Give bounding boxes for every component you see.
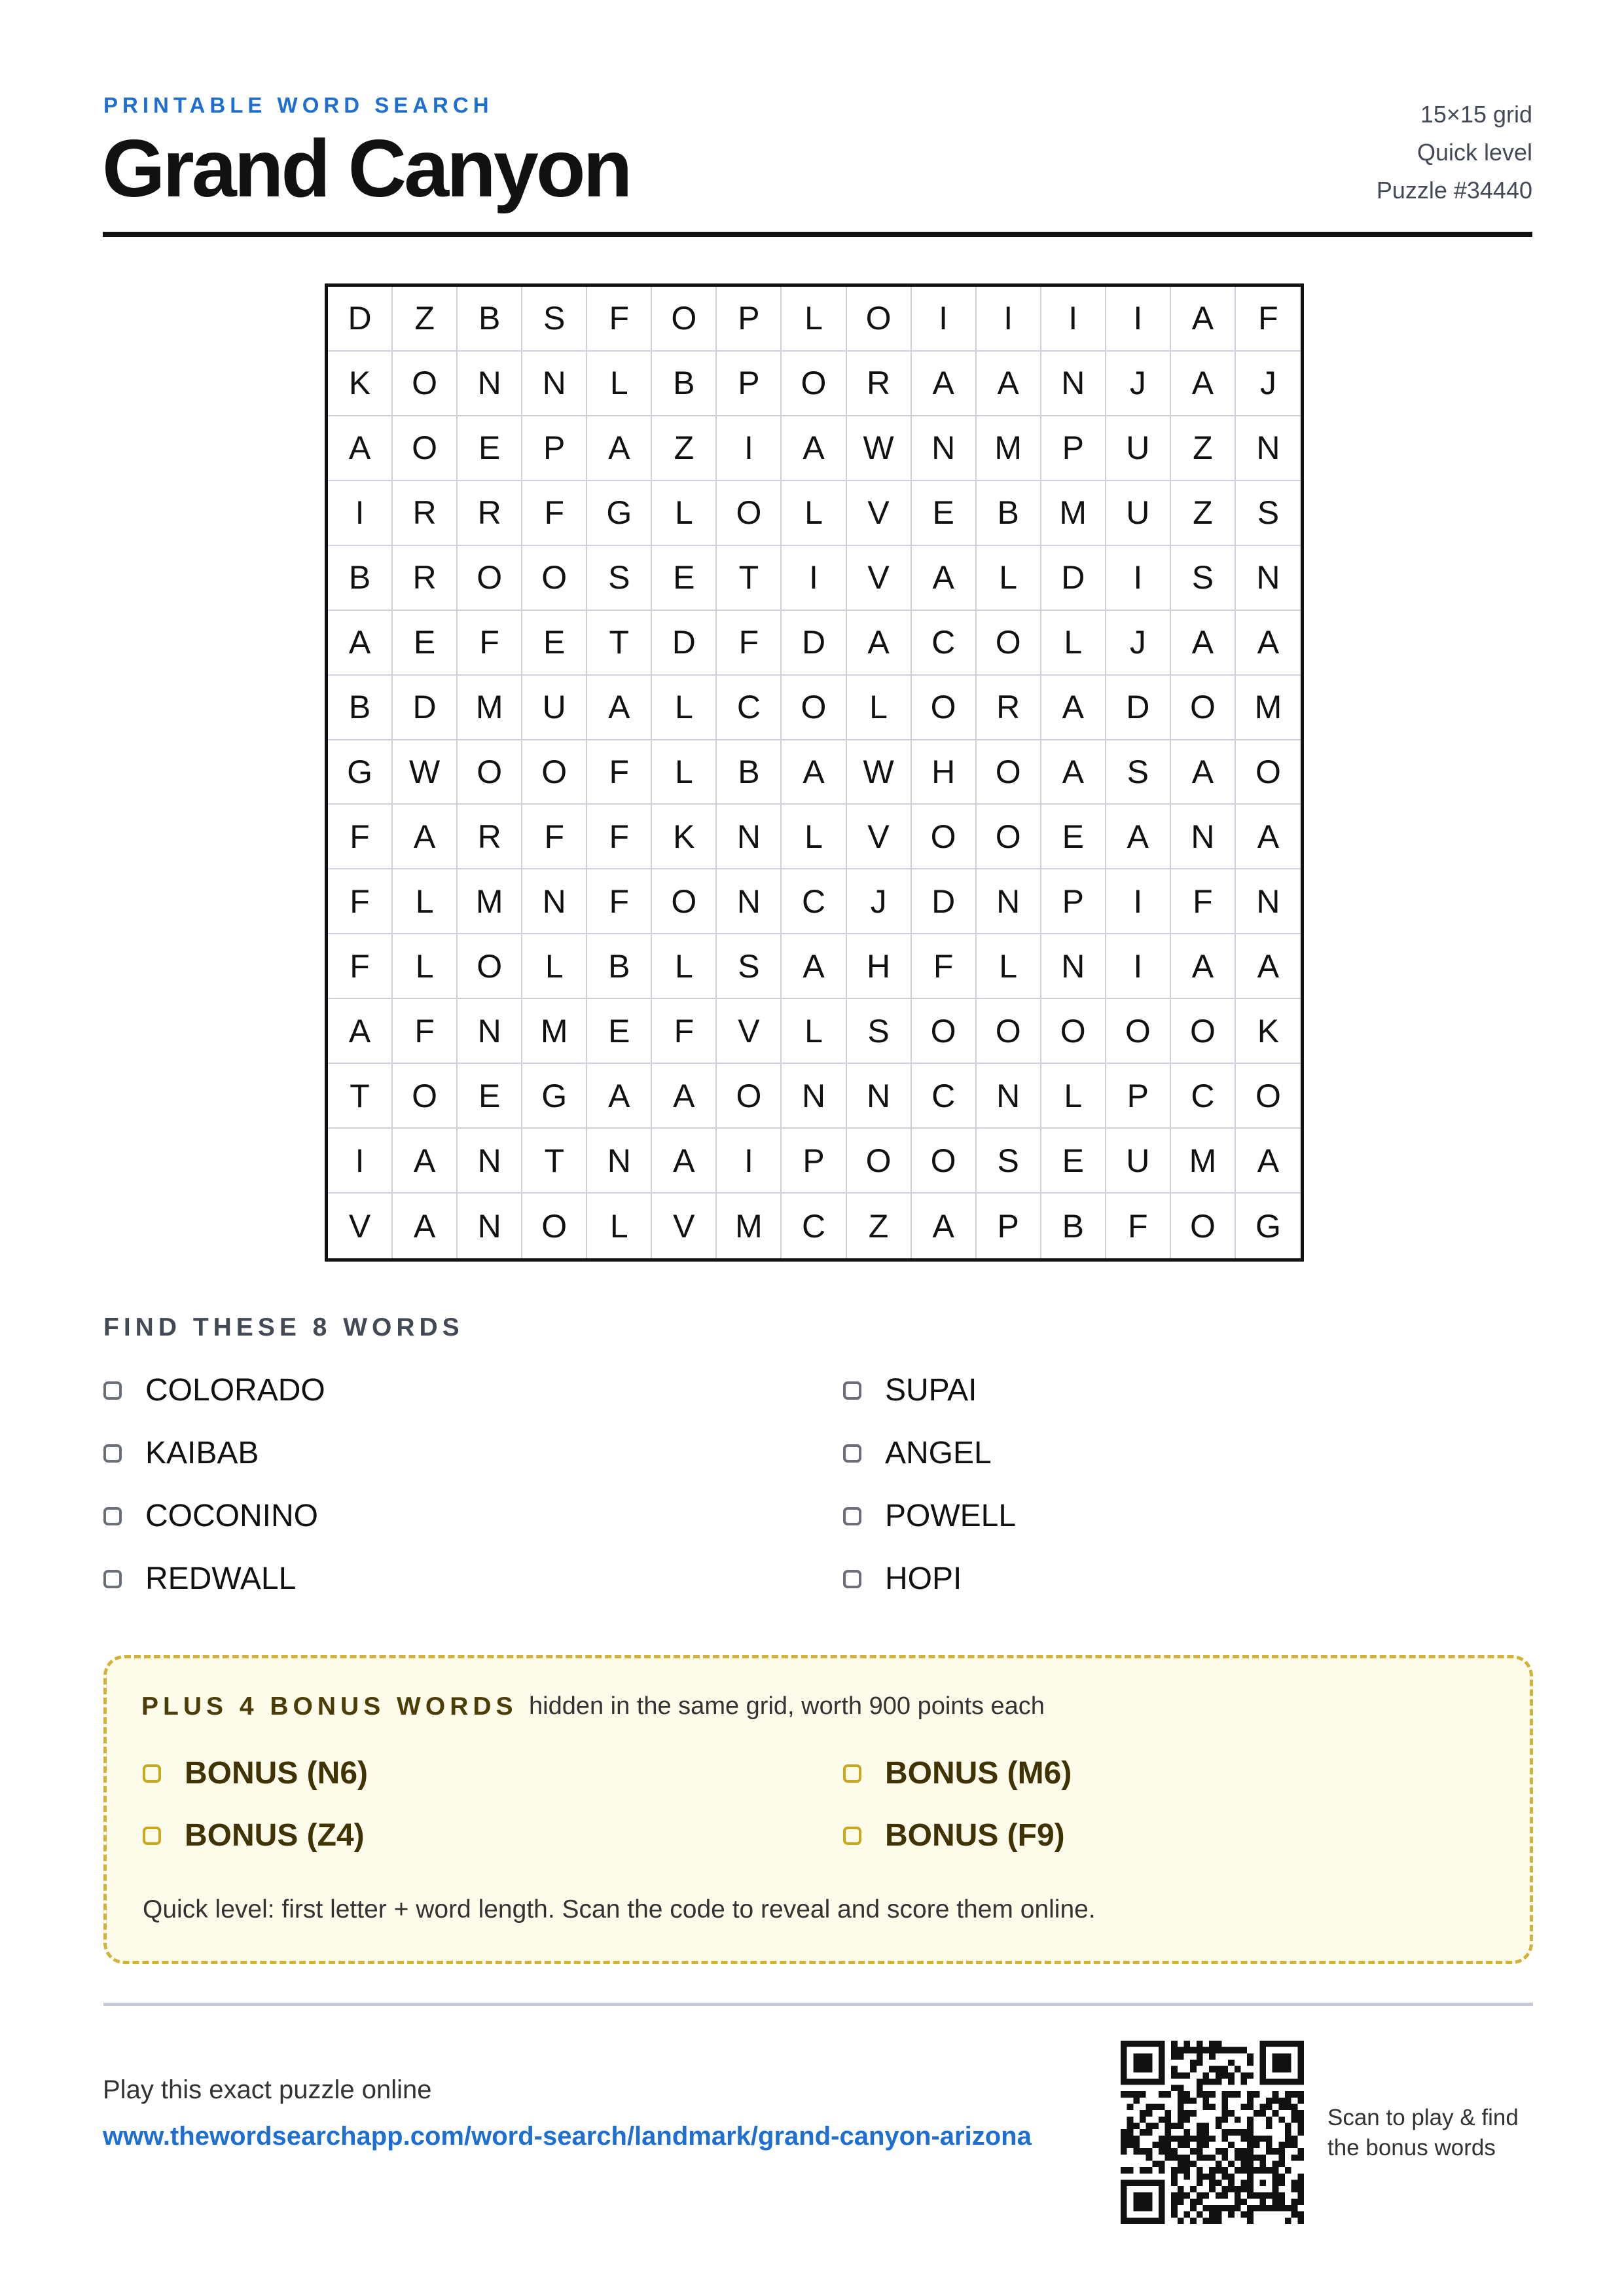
grid-cell[interactable]: B: [328, 676, 393, 740]
word-list-heading: FIND THESE 8 WORDS: [103, 1313, 464, 1341]
grid-cell[interactable]: A: [1171, 740, 1236, 805]
grid-cell[interactable]: D: [1041, 546, 1106, 611]
bonus-word-label: BONUS (F9): [885, 1818, 1065, 1853]
grid-cell[interactable]: N: [977, 1064, 1041, 1129]
grid-cell[interactable]: N: [1041, 934, 1106, 999]
grid-cell[interactable]: U: [1106, 416, 1171, 481]
grid-cell[interactable]: R: [393, 481, 458, 546]
grid-cell[interactable]: J: [847, 869, 912, 934]
grid-cell[interactable]: L: [587, 352, 652, 416]
grid-cell[interactable]: O: [1106, 999, 1171, 1064]
grid-cell[interactable]: L: [393, 869, 458, 934]
checkbox[interactable]: [843, 1570, 861, 1588]
checkbox[interactable]: [103, 1381, 122, 1400]
bonus-note: Quick level: first letter + word length. Scan the code to reveal and score them online.: [143, 1895, 1096, 1923]
grid-cell[interactable]: K: [1236, 999, 1301, 1064]
grid-cell[interactable]: S: [847, 999, 912, 1064]
bonus-word-label: BONUS (M6): [885, 1756, 1072, 1791]
grid-cell[interactable]: N: [1041, 352, 1106, 416]
word-item[interactable]: [103, 1435, 259, 1471]
grid-cell[interactable]: R: [458, 481, 522, 546]
grid-cell[interactable]: O: [782, 676, 846, 740]
word-label: SUPAI: [885, 1373, 977, 1408]
grid-cell[interactable]: N: [587, 1129, 652, 1194]
checkbox[interactable]: [143, 1827, 161, 1845]
grid-cell[interactable]: L: [587, 1194, 652, 1258]
grid-cell[interactable]: M: [717, 1194, 782, 1258]
grid-cell[interactable]: J: [1236, 352, 1301, 416]
grid-cell[interactable]: F: [522, 481, 587, 546]
grid-cell[interactable]: O: [522, 1194, 587, 1258]
grid-cell[interactable]: P: [522, 416, 587, 481]
grid-cell[interactable]: O: [458, 934, 522, 999]
grid-cell[interactable]: N: [522, 352, 587, 416]
word-label: HOPI: [885, 1561, 962, 1596]
grid-cell[interactable]: O: [1236, 1064, 1301, 1129]
grid-cell[interactable]: P: [1041, 416, 1106, 481]
grid-cell[interactable]: S: [1106, 740, 1171, 805]
grid-cell[interactable]: O: [977, 999, 1041, 1064]
grid-cell[interactable]: I: [717, 416, 782, 481]
word-item[interactable]: [103, 1561, 296, 1597]
grid-cell[interactable]: G: [328, 740, 393, 805]
grid-cell[interactable]: C: [912, 611, 977, 676]
grid-cell[interactable]: O: [522, 740, 587, 805]
grid-cell[interactable]: V: [652, 1194, 717, 1258]
checkbox[interactable]: [843, 1444, 861, 1463]
word-label: COCONINO: [145, 1499, 318, 1533]
grid-cell[interactable]: D: [393, 676, 458, 740]
checkbox[interactable]: [143, 1764, 161, 1783]
grid-cell[interactable]: K: [328, 352, 393, 416]
grid-cell[interactable]: L: [977, 934, 1041, 999]
grid-cell[interactable]: F: [587, 869, 652, 934]
grid-cell[interactable]: A: [782, 416, 846, 481]
grid-cell[interactable]: O: [652, 287, 717, 352]
grid-cell[interactable]: M: [977, 416, 1041, 481]
grid-cell[interactable]: A: [652, 1129, 717, 1194]
grid-cell[interactable]: G: [522, 1064, 587, 1129]
grid-cell[interactable]: L: [782, 805, 846, 869]
letter-grid[interactable]: [325, 283, 1304, 1262]
grid-cell[interactable]: A: [1236, 611, 1301, 676]
grid-cell[interactable]: L: [652, 740, 717, 805]
grid-cell[interactable]: O: [1171, 676, 1236, 740]
grid-cell[interactable]: V: [847, 805, 912, 869]
grid-cell[interactable]: A: [393, 1194, 458, 1258]
grid-cell[interactable]: F: [587, 740, 652, 805]
grid-cell[interactable]: B: [587, 934, 652, 999]
grid-cell[interactable]: Z: [1171, 416, 1236, 481]
grid-cell[interactable]: O: [717, 1064, 782, 1129]
grid-cell[interactable]: T: [522, 1129, 587, 1194]
grid-cell[interactable]: A: [782, 934, 846, 999]
grid-cell[interactable]: S: [522, 287, 587, 352]
grid-cell[interactable]: E: [652, 546, 717, 611]
page-title: Grand Canyon: [102, 124, 630, 214]
word-item[interactable]: [103, 1498, 318, 1534]
grid-cell[interactable]: N: [977, 869, 1041, 934]
grid-cell[interactable]: L: [652, 676, 717, 740]
grid-cell[interactable]: M: [1171, 1129, 1236, 1194]
grid-cell[interactable]: K: [652, 805, 717, 869]
grid-cell[interactable]: N: [717, 869, 782, 934]
header-divider: [103, 232, 1532, 237]
grid-cell[interactable]: L: [393, 934, 458, 999]
word-item[interactable]: [843, 1435, 992, 1471]
grid-cell[interactable]: S: [1171, 546, 1236, 611]
grid-cell[interactable]: E: [587, 999, 652, 1064]
grid-cell[interactable]: O: [717, 481, 782, 546]
grid-cell[interactable]: Z: [1171, 481, 1236, 546]
grid-cell[interactable]: A: [1171, 934, 1236, 999]
grid-cell[interactable]: D: [1106, 676, 1171, 740]
grid-cell[interactable]: U: [522, 676, 587, 740]
grid-cell[interactable]: A: [847, 611, 912, 676]
difficulty-level: Quick level: [1416, 139, 1532, 166]
grid-cell[interactable]: M: [1041, 481, 1106, 546]
grid-cell[interactable]: U: [1106, 1129, 1171, 1194]
grid-cell[interactable]: N: [522, 869, 587, 934]
word-item[interactable]: [843, 1498, 1016, 1534]
grid-cell[interactable]: A: [1041, 676, 1106, 740]
grid-cell[interactable]: I: [1106, 546, 1171, 611]
grid-cell[interactable]: A: [1236, 934, 1301, 999]
grid-cell[interactable]: P: [1106, 1064, 1171, 1129]
grid-cell[interactable]: A: [1106, 805, 1171, 869]
grid-cell[interactable]: A: [1171, 352, 1236, 416]
grid-cell[interactable]: I: [782, 546, 846, 611]
grid-cell[interactable]: A: [587, 1064, 652, 1129]
grid-cell[interactable]: V: [328, 1194, 393, 1258]
grid-cell[interactable]: C: [782, 1194, 846, 1258]
grid-cell[interactable]: W: [847, 740, 912, 805]
grid-cell[interactable]: Z: [847, 1194, 912, 1258]
grid-cell[interactable]: A: [1041, 740, 1106, 805]
grid-cell[interactable]: I: [328, 1129, 393, 1194]
grid-cell[interactable]: A: [1171, 611, 1236, 676]
grid-cell[interactable]: A: [782, 740, 846, 805]
grid-cell[interactable]: B: [458, 287, 522, 352]
grid-cell[interactable]: A: [912, 546, 977, 611]
grid-cell[interactable]: E: [393, 611, 458, 676]
grid-cell[interactable]: A: [1236, 805, 1301, 869]
grid-cell[interactable]: E: [458, 1064, 522, 1129]
grid-cell[interactable]: P: [717, 352, 782, 416]
word-label: KAIBAB: [145, 1436, 259, 1470]
grid-cell[interactable]: B: [328, 546, 393, 611]
puzzle-meta: [1377, 96, 1532, 210]
grid-cell[interactable]: I: [1106, 934, 1171, 999]
bonus-word-item[interactable]: [843, 1755, 1072, 1791]
grid-cell[interactable]: C: [1171, 1064, 1236, 1129]
grid-cell[interactable]: R: [977, 676, 1041, 740]
grid-cell[interactable]: L: [522, 934, 587, 999]
grid-cell[interactable]: O: [977, 611, 1041, 676]
grid-cell[interactable]: I: [912, 287, 977, 352]
grid-cell[interactable]: T: [717, 546, 782, 611]
grid-cell[interactable]: F: [522, 805, 587, 869]
grid-cell[interactable]: A: [977, 352, 1041, 416]
grid-size: 15×15 grid: [1420, 101, 1532, 128]
grid-cell[interactable]: A: [652, 1064, 717, 1129]
grid-cell[interactable]: O: [782, 352, 846, 416]
qr-code[interactable]: [1121, 2041, 1304, 2224]
grid-cell[interactable]: O: [912, 676, 977, 740]
grid-cell[interactable]: U: [1106, 481, 1171, 546]
grid-cell[interactable]: N: [458, 999, 522, 1064]
scan-instructions: Scan to play & find the bonus words: [1327, 2105, 1519, 2160]
word-item[interactable]: [843, 1561, 962, 1597]
grid-cell[interactable]: D: [328, 287, 393, 352]
grid-cell[interactable]: R: [847, 352, 912, 416]
puzzle-number: Puzzle #34440: [1376, 177, 1532, 204]
grid-cell[interactable]: O: [393, 416, 458, 481]
grid-cell[interactable]: F: [652, 999, 717, 1064]
grid-cell[interactable]: Z: [652, 416, 717, 481]
grid-cell[interactable]: A: [328, 999, 393, 1064]
checkbox[interactable]: [103, 1507, 122, 1525]
kicker: PRINTABLE WORD SEARCH: [103, 93, 494, 117]
grid-cell[interactable]: V: [847, 546, 912, 611]
grid-cell[interactable]: N: [1236, 869, 1301, 934]
bonus-word-item[interactable]: [843, 1817, 1065, 1853]
grid-cell[interactable]: E: [1041, 1129, 1106, 1194]
word-label: REDWALL: [145, 1561, 297, 1596]
grid-cell[interactable]: N: [1236, 546, 1301, 611]
grid-cell[interactable]: A: [1171, 287, 1236, 352]
checkbox[interactable]: [843, 1827, 861, 1845]
grid-cell[interactable]: N: [458, 1129, 522, 1194]
grid-cell[interactable]: F: [1236, 287, 1301, 352]
grid-cell[interactable]: C: [912, 1064, 977, 1129]
grid-cell[interactable]: N: [458, 352, 522, 416]
grid-cell[interactable]: O: [912, 805, 977, 869]
grid-cell[interactable]: L: [1041, 611, 1106, 676]
grid-cell[interactable]: B: [1041, 1194, 1106, 1258]
grid-cell[interactable]: O: [977, 805, 1041, 869]
grid-cell[interactable]: V: [717, 999, 782, 1064]
grid-cell[interactable]: L: [652, 481, 717, 546]
grid-cell[interactable]: O: [458, 546, 522, 611]
grid-cell[interactable]: L: [782, 999, 846, 1064]
grid-cell[interactable]: I: [328, 481, 393, 546]
checkbox[interactable]: [843, 1507, 861, 1525]
bonus-heading: PLUS 4 BONUS WORDS: [141, 1692, 518, 1721]
grid-cell[interactable]: A: [912, 1194, 977, 1258]
grid-cell[interactable]: S: [977, 1129, 1041, 1194]
grid-cell[interactable]: F: [717, 611, 782, 676]
grid-cell[interactable]: O: [912, 1129, 977, 1194]
grid-cell[interactable]: B: [652, 352, 717, 416]
grid-cell[interactable]: A: [328, 611, 393, 676]
grid-cell[interactable]: F: [328, 869, 393, 934]
grid-cell[interactable]: I: [1106, 287, 1171, 352]
grid-cell[interactable]: F: [328, 934, 393, 999]
grid-cell[interactable]: L: [1041, 1064, 1106, 1129]
checkbox[interactable]: [103, 1444, 122, 1463]
grid-cell[interactable]: E: [522, 611, 587, 676]
grid-cell[interactable]: N: [782, 1064, 846, 1129]
grid-cell[interactable]: S: [1236, 481, 1301, 546]
grid-cell[interactable]: A: [328, 416, 393, 481]
grid-cell[interactable]: O: [1236, 740, 1301, 805]
grid-cell[interactable]: O: [847, 287, 912, 352]
grid-cell[interactable]: A: [587, 676, 652, 740]
grid-cell[interactable]: R: [393, 546, 458, 611]
grid-cell[interactable]: N: [1171, 805, 1236, 869]
grid-cell[interactable]: L: [782, 287, 846, 352]
grid-cell[interactable]: I: [1106, 869, 1171, 934]
grid-cell[interactable]: I: [1041, 287, 1106, 352]
grid-cell[interactable]: H: [912, 740, 977, 805]
grid-cell[interactable]: F: [912, 934, 977, 999]
grid-cell[interactable]: F: [328, 805, 393, 869]
grid-cell[interactable]: J: [1106, 611, 1171, 676]
word-label: ANGEL: [885, 1436, 992, 1470]
grid-cell[interactable]: P: [977, 1194, 1041, 1258]
grid-cell[interactable]: B: [717, 740, 782, 805]
bonus-subtitle: hidden in the same grid, worth 900 points each: [529, 1692, 1045, 1720]
grid-cell[interactable]: I: [717, 1129, 782, 1194]
bonus-word-label: BONUS (N6): [185, 1756, 369, 1791]
grid-cell[interactable]: L: [652, 934, 717, 999]
grid-cell[interactable]: W: [393, 740, 458, 805]
grid-cell[interactable]: N: [1236, 416, 1301, 481]
bonus-word-label: BONUS (Z4): [185, 1818, 365, 1853]
grid-cell[interactable]: V: [847, 481, 912, 546]
grid-cell[interactable]: I: [977, 287, 1041, 352]
grid-cell[interactable]: O: [1171, 1194, 1236, 1258]
grid-cell[interactable]: G: [1255, 1207, 1281, 1245]
grid-cell[interactable]: D: [782, 611, 846, 676]
grid-cell[interactable]: O: [522, 546, 587, 611]
word-label: POWELL: [885, 1499, 1017, 1533]
grid-cell[interactable]: A: [393, 1129, 458, 1194]
grid-cell[interactable]: L: [782, 481, 846, 546]
grid-cell[interactable]: H: [847, 934, 912, 999]
grid-cell[interactable]: M: [522, 999, 587, 1064]
checkbox[interactable]: [843, 1381, 861, 1400]
grid-cell[interactable]: A: [912, 352, 977, 416]
grid-cell[interactable]: M: [458, 869, 522, 934]
grid-cell[interactable]: F: [1171, 869, 1236, 934]
word-label: COLORADO: [145, 1373, 325, 1408]
grid-cell[interactable]: O: [912, 999, 977, 1064]
grid-cell[interactable]: N: [717, 805, 782, 869]
grid-cell[interactable]: O: [1041, 999, 1106, 1064]
grid-cell[interactable]: C: [717, 676, 782, 740]
grid-cell[interactable]: T: [328, 1064, 393, 1129]
grid-cell[interactable]: S: [717, 934, 782, 999]
grid-cell[interactable]: P: [717, 287, 782, 352]
grid-cell[interactable]: O: [977, 740, 1041, 805]
grid-cell[interactable]: N: [912, 416, 977, 481]
grid-cell[interactable]: A: [1236, 1129, 1301, 1194]
footer-divider: [103, 2003, 1533, 2006]
puzzle-url-link[interactable]: www.thewordsearchapp.com/word-search/landmark/grand-canyon-arizona: [103, 2122, 1032, 2151]
grid-cell[interactable]: L: [977, 546, 1041, 611]
grid-cell[interactable]: F: [458, 611, 522, 676]
grid-cell[interactable]: T: [587, 611, 652, 676]
bonus-word-item[interactable]: [143, 1755, 368, 1791]
grid-cell[interactable]: C: [782, 869, 846, 934]
grid-cell[interactable]: P: [1041, 869, 1106, 934]
grid-cell[interactable]: E: [912, 481, 977, 546]
word-item[interactable]: [103, 1372, 325, 1408]
grid-cell[interactable]: F: [1106, 1194, 1171, 1258]
grid-cell[interactable]: J: [1106, 352, 1171, 416]
grid-cell[interactable]: F: [587, 287, 652, 352]
grid-cell[interactable]: Z: [393, 287, 458, 352]
grid-cell[interactable]: R: [458, 805, 522, 869]
grid-cell[interactable]: O: [393, 1064, 458, 1129]
grid-cell[interactable]: M: [458, 676, 522, 740]
grid-cell[interactable]: M: [1236, 676, 1301, 740]
grid-cell[interactable]: F: [393, 999, 458, 1064]
grid-cell[interactable]: N: [847, 1064, 912, 1129]
word-item[interactable]: [843, 1372, 977, 1408]
grid-cell[interactable]: A: [393, 805, 458, 869]
grid-cell[interactable]: O: [393, 352, 458, 416]
grid-cell[interactable]: W: [847, 416, 912, 481]
checkbox[interactable]: [843, 1764, 861, 1783]
grid-cell[interactable]: O: [1171, 999, 1236, 1064]
grid-cell[interactable]: O: [652, 869, 717, 934]
grid-cell[interactable]: N: [458, 1194, 522, 1258]
grid-cell[interactable]: O: [458, 740, 522, 805]
grid-cell[interactable]: P: [782, 1129, 846, 1194]
grid-cell[interactable]: F: [587, 805, 652, 869]
checkbox[interactable]: [103, 1570, 122, 1588]
grid-cell[interactable]: E: [1041, 805, 1106, 869]
grid-cell[interactable]: L: [847, 676, 912, 740]
grid-cell[interactable]: S: [587, 546, 652, 611]
grid-cell[interactable]: D: [912, 869, 977, 934]
bonus-word-item[interactable]: [143, 1817, 365, 1853]
grid-cell[interactable]: A: [587, 416, 652, 481]
play-online-label: Play this exact puzzle online: [103, 2075, 432, 2104]
grid-cell[interactable]: E: [458, 416, 522, 481]
grid-cell[interactable]: O: [847, 1129, 912, 1194]
grid-cell[interactable]: G: [587, 481, 652, 546]
grid-cell[interactable]: D: [652, 611, 717, 676]
grid-cell[interactable]: B: [977, 481, 1041, 546]
